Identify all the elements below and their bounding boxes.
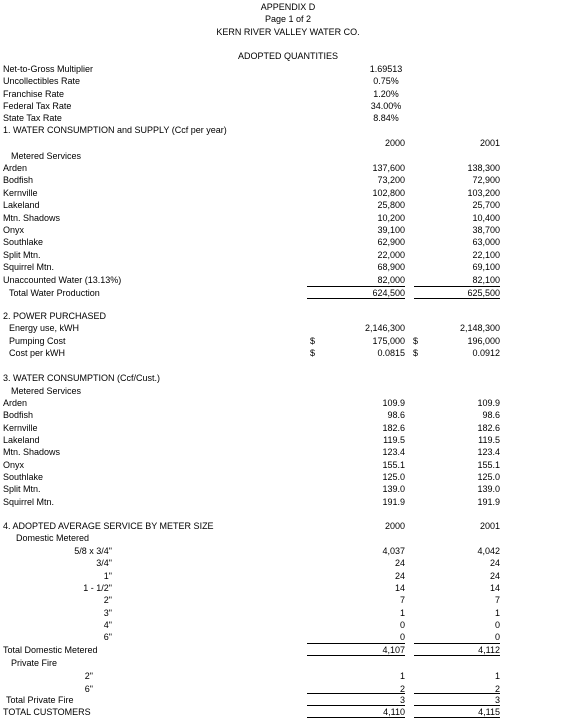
consumption-value-2001: 10,400 xyxy=(472,212,500,223)
meter-count-2000: 7 xyxy=(399,595,405,606)
per-customer-value-2001: 155.1 xyxy=(477,459,500,470)
domestic-metered-label: Domestic Metered xyxy=(16,533,90,543)
currency-symbol: $ xyxy=(413,348,419,358)
meter-count-2000: 14 xyxy=(394,583,405,594)
currency-symbol: $ xyxy=(310,335,316,346)
consumption-row-label: Onyx xyxy=(3,225,25,235)
per-customer-row-label: Kernville xyxy=(3,422,38,433)
per-customer-value-2001: 182.6 xyxy=(477,422,500,433)
consumption-value-2000: 25,800 xyxy=(377,200,405,211)
power-row-label: Cost per kWH xyxy=(9,348,66,358)
consumption-value-2000: 10,200 xyxy=(377,212,405,223)
rate-value: 1.20% xyxy=(373,88,399,99)
subtotal-rule-2001 xyxy=(414,693,500,694)
per-customer-row-label: Bodfish xyxy=(3,410,34,421)
fire-count-2000: 2 xyxy=(399,683,405,694)
meter-size-label: 1 - 1/2" xyxy=(83,583,112,594)
meter-count-2001: 0 xyxy=(494,620,500,631)
per-customer-row-label: Arden xyxy=(3,398,28,408)
meter-count-2001: 0 xyxy=(494,632,500,643)
per-customer-value-2000: 155.1 xyxy=(382,459,405,470)
consumption-value-2000: 39,100 xyxy=(377,225,405,235)
total-water-production-2001: 625,500 xyxy=(467,288,500,298)
meter-count-2001: 7 xyxy=(494,595,500,606)
meter-count-2000: 24 xyxy=(394,570,405,581)
consumption-row-label: Lakeland xyxy=(3,200,40,211)
total-rule-2000 xyxy=(307,717,405,718)
consumption-value-2001: 103,200 xyxy=(467,187,500,198)
subtotal-rule-2001 xyxy=(414,286,500,287)
power-value-2001: 196,000 xyxy=(467,335,500,346)
meter-count-2001: 14 xyxy=(489,583,500,594)
per-customer-value-2001: 109.9 xyxy=(477,398,500,408)
currency-symbol: $ xyxy=(413,335,419,346)
meter-count-2001: 4,042 xyxy=(477,546,500,556)
per-customer-row-label: Lakeland xyxy=(3,435,40,446)
consumption-row-label: Arden xyxy=(3,163,28,173)
appendix-title: APPENDIX D xyxy=(260,2,316,12)
total-private-fire-2001: 3 xyxy=(494,695,500,705)
per-customer-value-2000: 119.5 xyxy=(383,435,405,446)
fire-count-2001: 2 xyxy=(494,683,500,694)
subtotal-rule-2000 xyxy=(307,643,405,644)
total-rule-2001 xyxy=(414,655,500,656)
section-1-title: 1. WATER CONSUMPTION and SUPPLY (Ccf per year) xyxy=(3,125,227,135)
fire-size-label: 2" xyxy=(84,671,93,681)
rate-value: 34.00% xyxy=(370,100,402,111)
consumption-value-2001: 138,300 xyxy=(467,163,500,173)
fire-count-2000: 1 xyxy=(399,671,405,681)
total-rule-2001 xyxy=(414,717,500,718)
per-customer-value-2000: 123.4 xyxy=(382,447,405,458)
subtotal-rule-2000 xyxy=(307,693,405,694)
total-private-fire-2000: 3 xyxy=(399,695,405,705)
consumption-value-2000: 102,800 xyxy=(372,187,405,198)
meter-size-label: 5/8 x 3/4" xyxy=(74,546,112,556)
rate-value: 0.75% xyxy=(373,76,399,87)
total-domestic-metered-2001: 4,112 xyxy=(478,645,500,655)
meter-count-2001: 24 xyxy=(489,558,500,569)
rate-label: Uncollectibles Rate xyxy=(3,76,81,87)
meter-count-2000: 4,037 xyxy=(382,546,405,556)
document-title: ADOPTED QUANTITIES xyxy=(237,51,338,61)
total-private-fire-label: Total Private Fire xyxy=(6,695,74,705)
meter-count-2000: 24 xyxy=(394,558,405,569)
per-customer-value-2001: 191.9 xyxy=(477,496,500,507)
consumption-value-2000: 73,200 xyxy=(377,175,405,186)
total-rule-2000 xyxy=(307,655,405,656)
rate-value: 8.84% xyxy=(373,113,399,123)
rate-label: State Tax Rate xyxy=(3,113,62,123)
rate-label: Franchise Rate xyxy=(3,88,65,99)
consumption-row-label: Bodfish xyxy=(3,175,34,186)
meter-size-label: 2" xyxy=(103,595,112,606)
per-customer-row-label: Mtn. Shadows xyxy=(3,447,61,458)
section-3-title: 3. WATER CONSUMPTION (Ccf/Cust.) xyxy=(3,373,161,383)
total-customers-label: TOTAL CUSTOMERS xyxy=(3,707,91,717)
total-domestic-metered-2000: 4,107 xyxy=(382,645,405,655)
power-value-2000: 2,146,300 xyxy=(364,323,405,333)
currency-symbol: $ xyxy=(310,348,316,358)
year-2001-header: 2001 xyxy=(479,138,500,148)
total-rule-2001 xyxy=(414,298,500,299)
per-customer-value-2000: 109.9 xyxy=(382,398,405,408)
year-2000-header: 2000 xyxy=(384,138,405,148)
per-customer-row-label: Southlake xyxy=(3,472,44,483)
per-customer-row-label: Squirrel Mtn. xyxy=(3,496,55,507)
total-water-production-2000: 624,500 xyxy=(372,288,405,298)
consumption-value-2000: 82,000 xyxy=(377,274,405,285)
per-customer-value-2001: 139.0 xyxy=(477,484,500,495)
meter-count-2000: 1 xyxy=(399,607,405,618)
total-customers-2001: 4,115 xyxy=(478,707,500,717)
power-value-2000: 0.0815 xyxy=(377,348,405,358)
power-row-label: Energy use, kWH xyxy=(9,323,80,333)
fire-count-2001: 1 xyxy=(494,671,500,681)
company-name: KERN RIVER VALLEY WATER CO. xyxy=(216,27,360,37)
consumption-row-label: Squirrel Mtn. xyxy=(3,262,55,273)
meter-size-label: 6" xyxy=(103,632,112,643)
power-value-2001: 0.0912 xyxy=(472,348,500,358)
rate-label: Net-to-Gross Multiplier xyxy=(3,64,94,74)
total-water-production-label: Total Water Production xyxy=(9,288,100,298)
meter-count-2000: 0 xyxy=(399,632,405,643)
per-customer-value-2001: 119.5 xyxy=(478,435,500,446)
consumption-value-2001: 72,900 xyxy=(472,175,500,186)
page-number: Page 1 of 2 xyxy=(264,14,312,24)
consumption-row-label: Southlake xyxy=(3,237,44,248)
subtotal-rule-2000 xyxy=(307,286,405,287)
meter-size-label: 4" xyxy=(103,620,112,631)
private-fire-label: Private Fire xyxy=(11,658,58,668)
total-domestic-metered-label: Total Domestic Metered xyxy=(3,645,98,655)
consumption-value-2000: 22,000 xyxy=(377,249,405,260)
consumption-row-label: Split Mtn. xyxy=(3,249,41,260)
total-rule-2000 xyxy=(307,705,405,706)
year-2000-header: 2000 xyxy=(384,521,405,531)
meter-size-label: 1" xyxy=(103,570,112,581)
per-customer-value-2000: 182.6 xyxy=(382,422,405,433)
per-customer-value-2001: 123.4 xyxy=(477,447,500,458)
per-customer-value-2001: 125.0 xyxy=(477,472,500,483)
per-customer-row-label: Split Mtn. xyxy=(3,484,41,495)
total-customers-2000: 4,110 xyxy=(383,707,405,717)
rate-value: 1.69513 xyxy=(369,64,403,74)
meter-count-2000: 0 xyxy=(399,620,405,631)
consumption-value-2001: 22,100 xyxy=(472,249,500,260)
consumption-value-2001: 25,700 xyxy=(472,200,500,211)
consumption-value-2000: 137,600 xyxy=(372,163,405,173)
metered-services-label: Metered Services xyxy=(11,151,82,161)
total-rule-2000 xyxy=(307,298,405,299)
meter-count-2001: 1 xyxy=(494,607,500,618)
per-customer-value-2000: 191.9 xyxy=(382,496,405,507)
consumption-row-label: Kernville xyxy=(3,187,38,198)
section-2-title: 2. POWER PURCHASED xyxy=(3,311,107,321)
consumption-value-2000: 62,900 xyxy=(377,237,405,248)
per-customer-value-2001: 98.6 xyxy=(482,410,500,421)
consumption-value-2000: 68,900 xyxy=(377,262,405,273)
per-customer-row-label: Onyx xyxy=(3,459,25,470)
consumption-row-label: Unaccounted Water (13.13%) xyxy=(3,274,122,285)
subtotal-rule-2001 xyxy=(414,643,500,644)
power-value-2001: 2,148,300 xyxy=(459,323,500,333)
total-rule-2001 xyxy=(414,705,500,706)
fire-size-label: 6" xyxy=(84,683,93,694)
meter-count-2001: 24 xyxy=(489,570,500,581)
consumption-value-2001: 38,700 xyxy=(472,225,500,235)
consumption-row-label: Mtn. Shadows xyxy=(3,212,61,223)
power-row-label: Pumping Cost xyxy=(9,335,66,346)
metered-services-label: Metered Services xyxy=(11,386,82,396)
year-2001-header: 2001 xyxy=(479,521,500,531)
meter-size-label: 3/4" xyxy=(96,558,112,569)
meter-size-label: 3" xyxy=(103,607,112,618)
power-value-2000: 175,000 xyxy=(372,335,405,346)
per-customer-value-2000: 139.0 xyxy=(382,484,405,495)
consumption-value-2001: 63,000 xyxy=(472,237,500,248)
consumption-value-2001: 82,100 xyxy=(472,274,500,285)
per-customer-value-2000: 125.0 xyxy=(382,472,405,483)
section-4-title: 4. ADOPTED AVERAGE SERVICE BY METER SIZE xyxy=(3,521,214,531)
consumption-value-2001: 69,100 xyxy=(472,262,500,273)
per-customer-value-2000: 98.6 xyxy=(387,410,405,421)
rate-label: Federal Tax Rate xyxy=(3,100,72,111)
